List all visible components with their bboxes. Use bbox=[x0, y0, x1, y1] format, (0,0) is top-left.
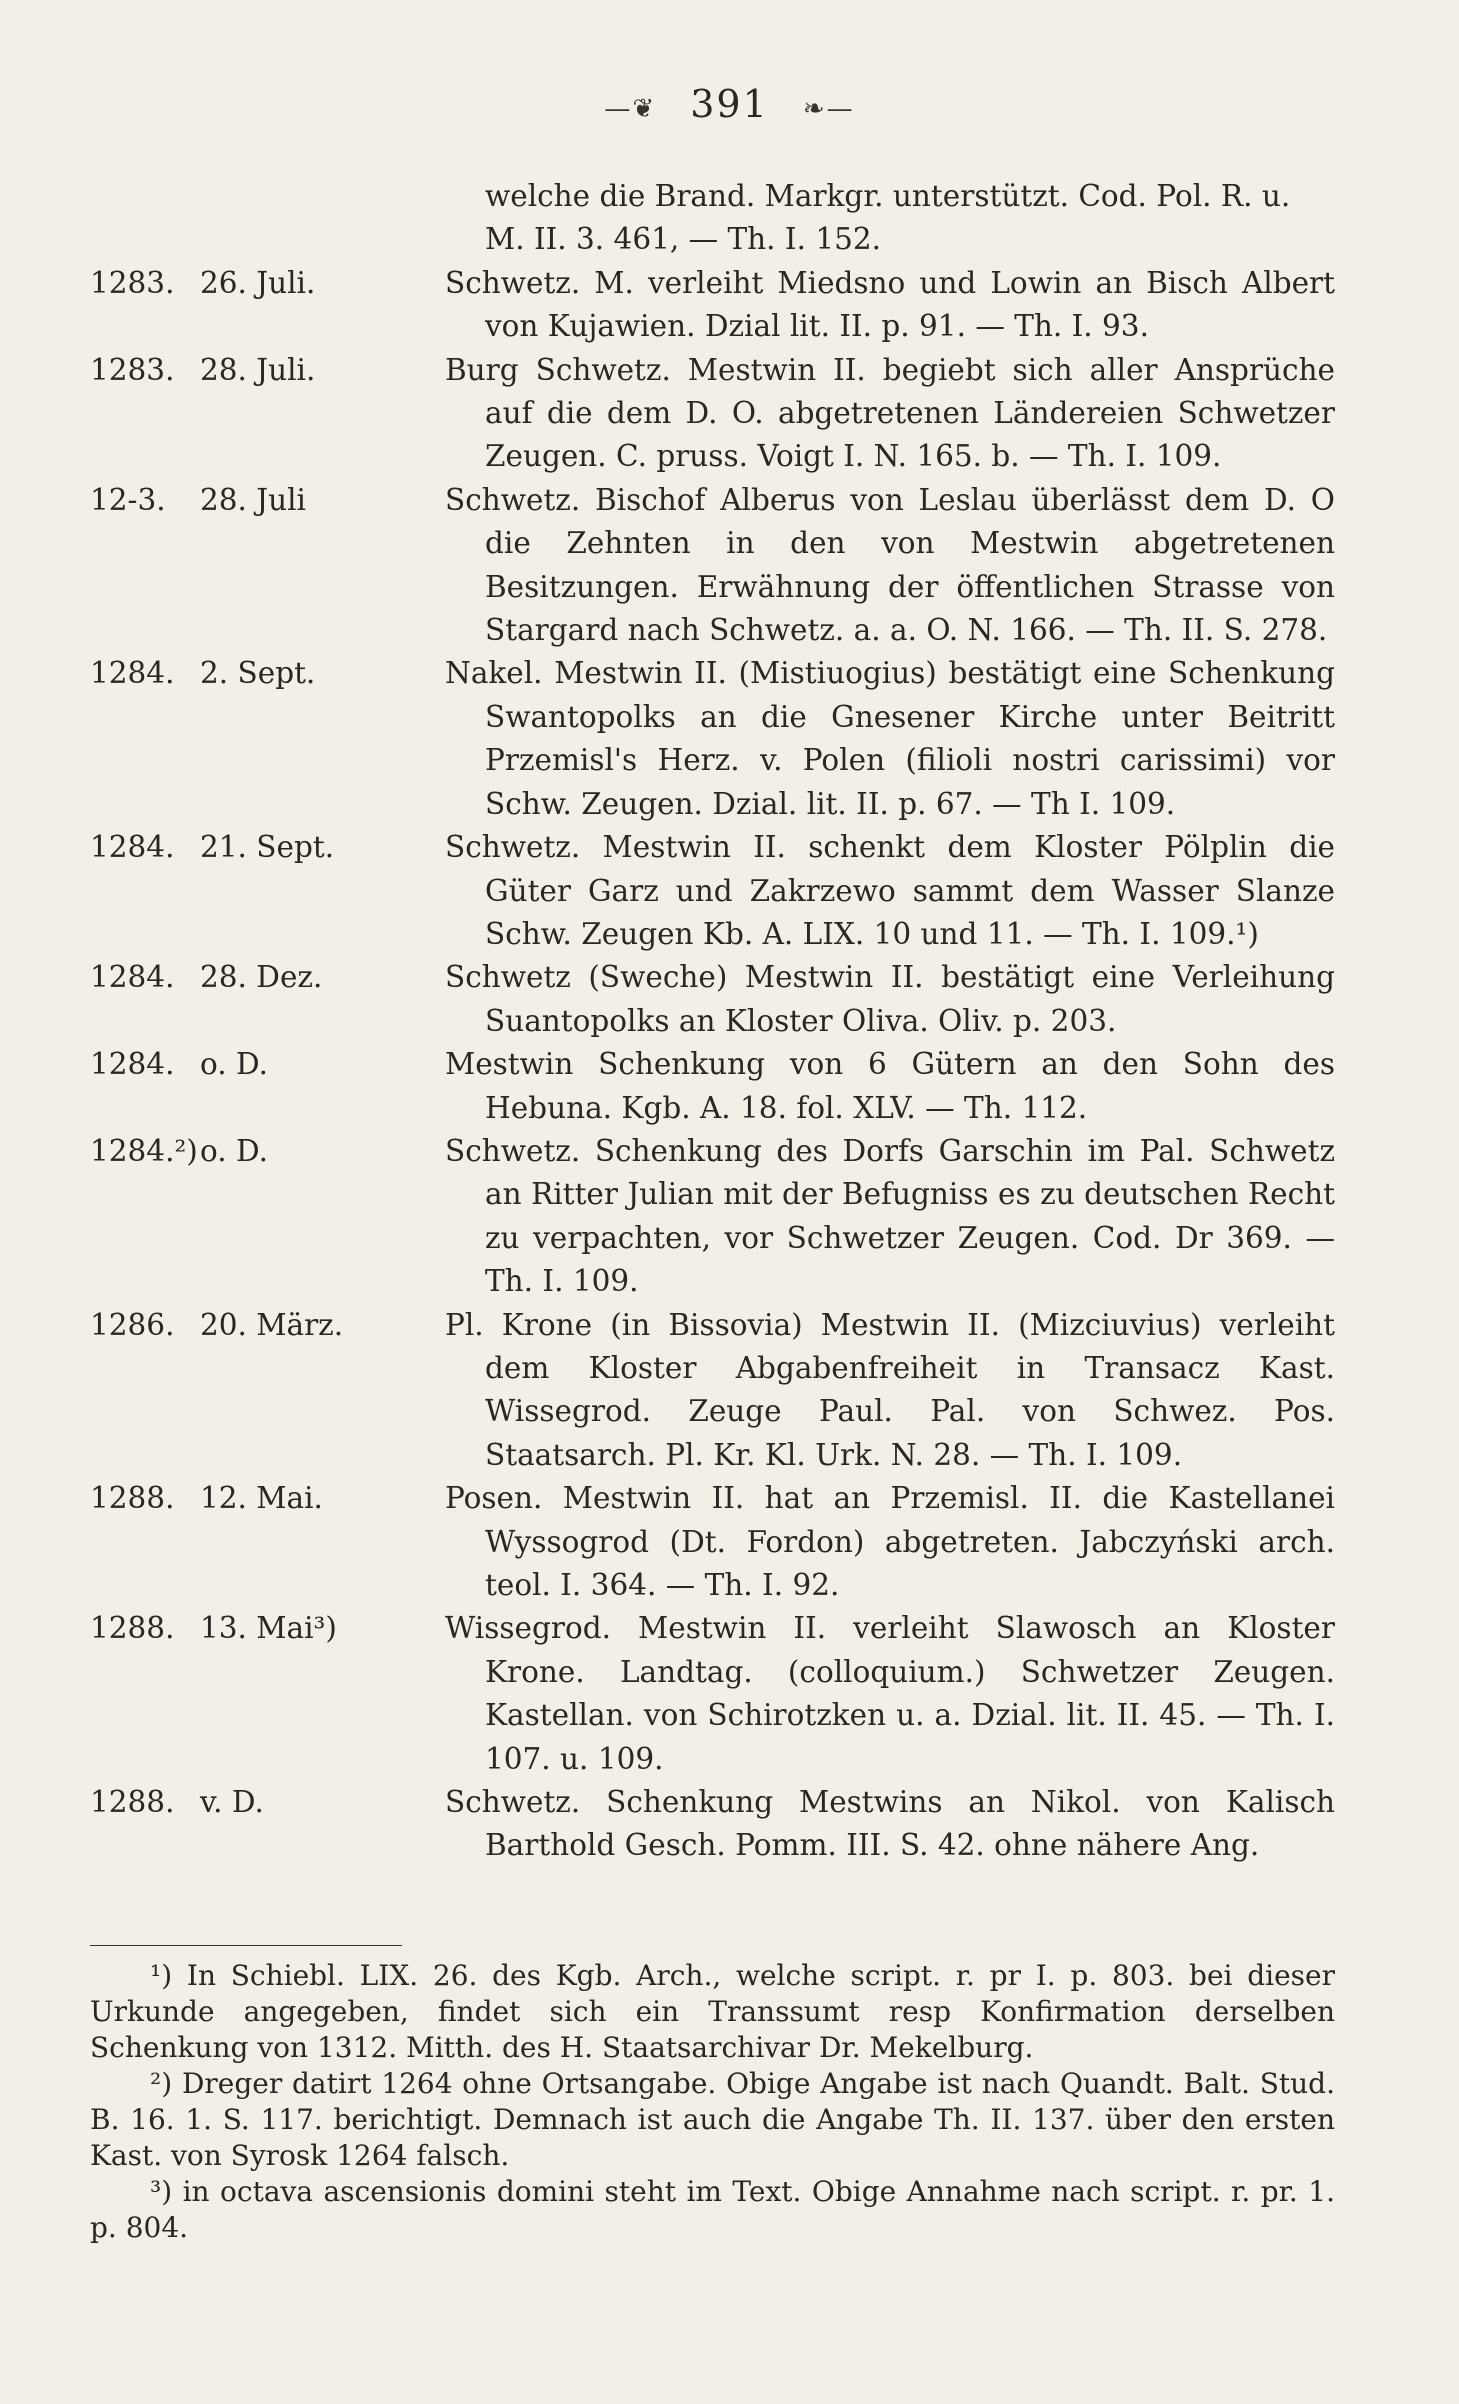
list-item bbox=[90, 349, 1335, 479]
list-item bbox=[90, 479, 1335, 653]
entry-year: 12-3. bbox=[90, 482, 166, 517]
entry-year: 1284. bbox=[90, 1047, 175, 1082]
entry-date: 20. März. bbox=[200, 1307, 344, 1342]
list-item bbox=[90, 1043, 1335, 1130]
entry-text: Burg Schwetz. Mestwin II. begiebt sich aller Ansprüche auf die dem D. O. abgetretenen Ländereien Schwetzer Zeugen. C. pruss. Voigt I. N. 165. b. — Th. I. 109. bbox=[445, 352, 1335, 474]
footnotes bbox=[90, 1945, 1335, 2246]
footnote: ¹) In Schiebl. LIX. 26. des Kgb. Arch., welche script. r. pr I. p. 803. bei dieser Urkunde angegeben, findet sich ein Transsumt resp Konfirmation derselben Schenkung von 1312. Mitth. des H. Staatsarchivar Dr. Mekelburg. bbox=[90, 1959, 1335, 2064]
entry-date: 26. Juli. bbox=[200, 265, 316, 300]
entry-date: 2. Sept. bbox=[200, 656, 316, 691]
list-item bbox=[90, 1781, 1335, 1868]
continuation-text: welche die Brand. Markgr. unterstützt. Cod. Pol. R. u. M. II. 3. 461, — Th. I. 152. bbox=[485, 179, 1291, 257]
entry-date: 12. Mai. bbox=[200, 1481, 323, 1516]
entry-text: Wissegrod. Mestwin II. verleiht Slawosch an Kloster Krone. Landtag. (colloquium.) Schwetzer Zeugen. Kastellan. von Schirotzken u. a. Dzial. lit. II. 45. — Th. I. 107. u. 109. bbox=[445, 1611, 1335, 1776]
footnote-divider bbox=[90, 1945, 402, 1946]
entry-year: 1283. bbox=[90, 352, 175, 387]
entry-text: Schwetz. Mestwin II. schenkt dem Kloster Pölplin die Güter Garz und Zakrzewo sammt dem Wasser Slanze Schw. Zeugen Kb. A. LIX. 10 und 11. — Th. I. 109.¹) bbox=[445, 830, 1335, 951]
entry-text: Schwetz (Sweche) Mestwin II. bestätigt eine Verleihung Suantopolks an Kloster Oliva. Oliv. p. 203. bbox=[445, 960, 1335, 1038]
list-item bbox=[90, 1304, 1335, 1478]
chronicle-list bbox=[90, 175, 1335, 1868]
entry-date: 28. Juli. bbox=[200, 352, 316, 387]
entry-text: Schwetz. M. verleiht Miedsno und Lowin an Bisch Albert von Kujawien. Dzial lit. II. p. 91. — Th. I. 93. bbox=[445, 265, 1335, 344]
entry-text: Mestwin Schenkung von 6 Gütern an den Sohn des Hebuna. Kgb. A. 18. fol. XLV. — Th. 112. bbox=[445, 1047, 1335, 1125]
entry-date: 28. Dez. bbox=[200, 960, 323, 995]
entry-year: 1283. bbox=[90, 265, 175, 300]
entry-year: 1288. bbox=[90, 1611, 175, 1646]
right-ornament-icon: ❧— bbox=[802, 94, 855, 124]
left-ornament-icon: —❦ bbox=[604, 94, 657, 124]
entry-year: 1288. bbox=[90, 1785, 175, 1820]
list-item bbox=[90, 1607, 1335, 1781]
entry-date: 13. Mai³) bbox=[200, 1611, 337, 1646]
entry-year: 1286. bbox=[90, 1307, 175, 1342]
list-item bbox=[90, 262, 1335, 349]
entry-year: 1284.²) bbox=[90, 1133, 198, 1168]
entry-date: o. D. bbox=[200, 1047, 268, 1082]
entry-date: v. D. bbox=[200, 1785, 264, 1820]
page-header bbox=[0, 82, 1459, 126]
entry-year: 1288. bbox=[90, 1481, 175, 1516]
page-number: 391 bbox=[690, 82, 769, 126]
entry-text: Nakel. Mestwin II. (Mistiuogius) bestätigt eine Schenkung Swantopolks an die Gnesener Kirche unter Beitritt Przemisl's Herz. v. Polen (filioli nostri carissimi) vor Schw. Zeugen. Dzial. lit. II. p. 67. — Th I. 109. bbox=[445, 656, 1335, 821]
entry-year: 1284. bbox=[90, 960, 175, 995]
entry-year: 1284. bbox=[90, 830, 175, 865]
footnote: ³) in octava ascensionis domini steht im Text. Obige Annahme nach script. r. pr. 1. p. 804. bbox=[90, 2175, 1335, 2244]
list-item bbox=[90, 956, 1335, 1043]
entry-date: 28. Juli bbox=[200, 482, 306, 517]
entry-text: Posen. Mestwin II. hat an Przemisl. II. die Kastellanei Wyssogrod (Dt. Fordon) abgetreten. Jabczyński arch. teol. I. 364. — Th. I. 92. bbox=[445, 1481, 1335, 1602]
entry-date: o. D. bbox=[200, 1133, 268, 1168]
entry-text: Pl. Krone (in Bissovia) Mestwin II. (Mizciuvius) verleiht dem Kloster Abgabenfreiheit in Transacz Kast. Wissegrod. Zeuge Paul. Pal. von Schwez. Pos. Staatsarch. Pl. Kr. Kl. Urk. N. 28. — Th. I. 109. bbox=[445, 1307, 1335, 1472]
entry-text: Schwetz. Schenkung des Dorfs Garschin im Pal. Schwetz an Ritter Julian mit der Befugniss es zu deutschen Recht zu verpachten, vor Schwetzer Zeugen. Cod. Dr 369. — Th. I. 109. bbox=[445, 1133, 1335, 1299]
entry-text: Schwetz. Schenkung Mestwins an Nikol. von Kalisch Barthold Gesch. Pomm. III. S. 42. ohne nähere Ang. bbox=[445, 1785, 1335, 1863]
entry-text: Schwetz. Bischof Alberus von Leslau überlässt dem D. O die Zehnten in den von Mestwin abgetretenen Besitzungen. Erwähnung der öffentlichen Strasse von Stargard nach Schwetz. a. a. O. N. 166. — Th. II. S. 278. bbox=[445, 482, 1335, 648]
entry-year: 1284. bbox=[90, 656, 175, 691]
entry-date: 21. Sept. bbox=[200, 830, 335, 865]
list-item bbox=[90, 1477, 1335, 1607]
list-item bbox=[90, 826, 1335, 956]
footnote: ²) Dreger datirt 1264 ohne Ortsangabe. Obige Angabe ist nach Quandt. Balt. Stud. B. 16. 1. S. 117. berichtigt. Demnach ist auch die Angabe Th. II. 137. über den ersten Kast. von Syrosk 1264 falsch. bbox=[90, 2067, 1335, 2172]
list-item bbox=[90, 1130, 1335, 1304]
list-item bbox=[90, 652, 1335, 826]
